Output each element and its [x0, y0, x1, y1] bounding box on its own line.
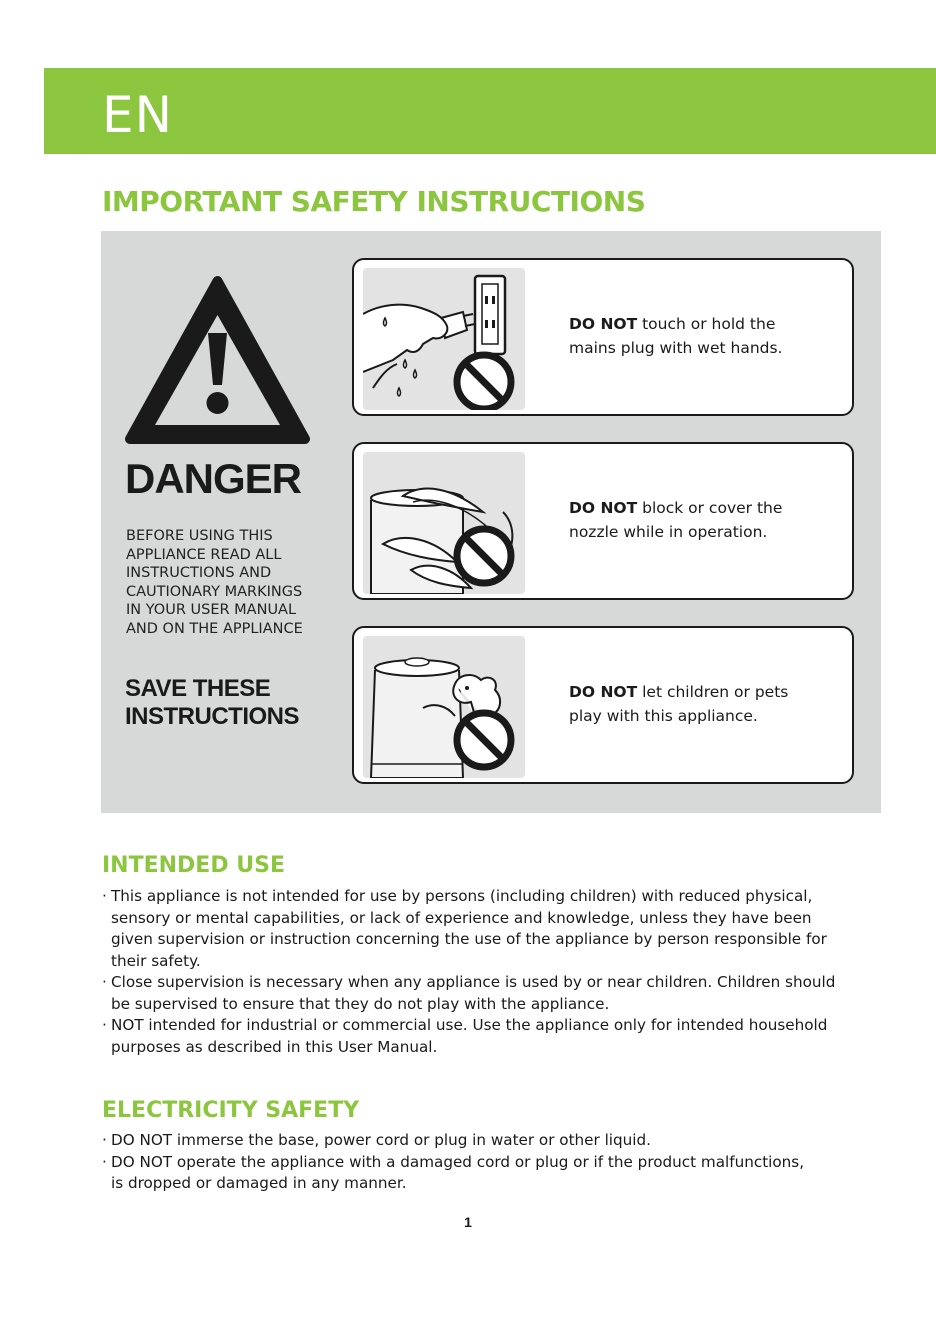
- warning-card-children-pets: [352, 626, 854, 784]
- intended-use-heading: INTENDED USE: [102, 853, 285, 878]
- intended-use-list: [102, 886, 882, 1058]
- list-item-line: · DO NOT immerse the base, power cord or plug in water or other liquid.: [111, 1131, 651, 1149]
- warning-emphasis: DO NOT: [569, 315, 638, 333]
- save-line: SAVE THESE: [125, 675, 271, 702]
- list-item-line: sensory or mental capabilities, or lack of experience and knowledge, unless they have been: [111, 908, 812, 927]
- danger-notice-line: AND ON THE APPLIANCE: [126, 620, 303, 637]
- warning-emphasis: DO NOT: [569, 683, 638, 701]
- warning-text-line: let children or pets: [637, 683, 789, 701]
- list-item-line: be supervised to ensure that they do not play with the appliance.: [111, 994, 610, 1013]
- list-item: [102, 972, 882, 1015]
- warning-card-wet-hands: [352, 258, 854, 416]
- danger-notice: [126, 527, 336, 638]
- danger-notice-line: BEFORE USING THIS: [126, 528, 273, 544]
- warning-text-line: nozzle while in operation.: [569, 523, 768, 541]
- warning-text-line: mains plug with wet hands.: [569, 339, 783, 357]
- list-item-line: · Close supervision is necessary when any appliance is used by or near children. Children should: [111, 973, 836, 991]
- warning-text: [569, 312, 839, 360]
- list-item-line: their safety.: [111, 951, 201, 970]
- page-number: 1: [464, 1214, 472, 1230]
- list-item: [102, 1152, 882, 1195]
- save-line: INSTRUCTIONS: [125, 703, 299, 730]
- wet-hands-plug-prohibited-icon: [363, 268, 525, 410]
- danger-heading: DANGER: [125, 455, 302, 502]
- warning-triangle-icon: [125, 273, 310, 448]
- danger-notice-line: IN YOUR USER MANUAL: [126, 602, 297, 618]
- danger-panel: [101, 231, 881, 813]
- danger-notice-line: APPLIANCE READ ALL: [126, 546, 282, 563]
- page-title: IMPORTANT SAFETY INSTRUCTIONS: [102, 185, 646, 218]
- list-item-line: · This appliance is not intended for use by persons (including children) with reduced physical,: [111, 887, 813, 905]
- list-item-line: is dropped or damaged in any manner.: [111, 1174, 407, 1192]
- warning-text-line: block or cover the: [637, 499, 783, 517]
- list-item-line: · NOT intended for industrial or commercial use. Use the appliance only for intended household: [111, 1016, 828, 1034]
- language-code: EN: [102, 86, 173, 144]
- warning-text-line: play with this appliance.: [569, 707, 758, 725]
- pet-appliance-prohibited-icon: [363, 636, 525, 778]
- list-item-line: · DO NOT operate the appliance with a damaged cord or plug or if the product malfunctions,: [111, 1152, 805, 1171]
- warning-text: [569, 496, 839, 544]
- warning-card-nozzle: [352, 442, 854, 600]
- language-bar: [44, 68, 936, 154]
- list-item: [102, 886, 882, 972]
- electricity-safety-heading: ELECTRICITY SAFETY: [102, 1098, 360, 1123]
- electricity-safety-list: [102, 1130, 882, 1195]
- danger-notice-line: CAUTIONARY MARKINGS: [126, 583, 303, 600]
- list-item: [102, 1015, 882, 1058]
- covered-nozzle-prohibited-icon: [363, 452, 525, 594]
- warning-emphasis: DO NOT: [569, 499, 638, 517]
- warning-text-line: touch or hold the: [637, 315, 776, 333]
- warning-text: [569, 680, 839, 728]
- danger-notice-line: INSTRUCTIONS AND: [126, 565, 272, 581]
- save-instructions: [125, 675, 335, 731]
- list-item-line: given supervision or instruction concerning the use of the appliance by person responsible for: [111, 930, 827, 948]
- list-item: [102, 1130, 882, 1152]
- list-item-line: purposes as described in this User Manual.: [111, 1037, 438, 1056]
